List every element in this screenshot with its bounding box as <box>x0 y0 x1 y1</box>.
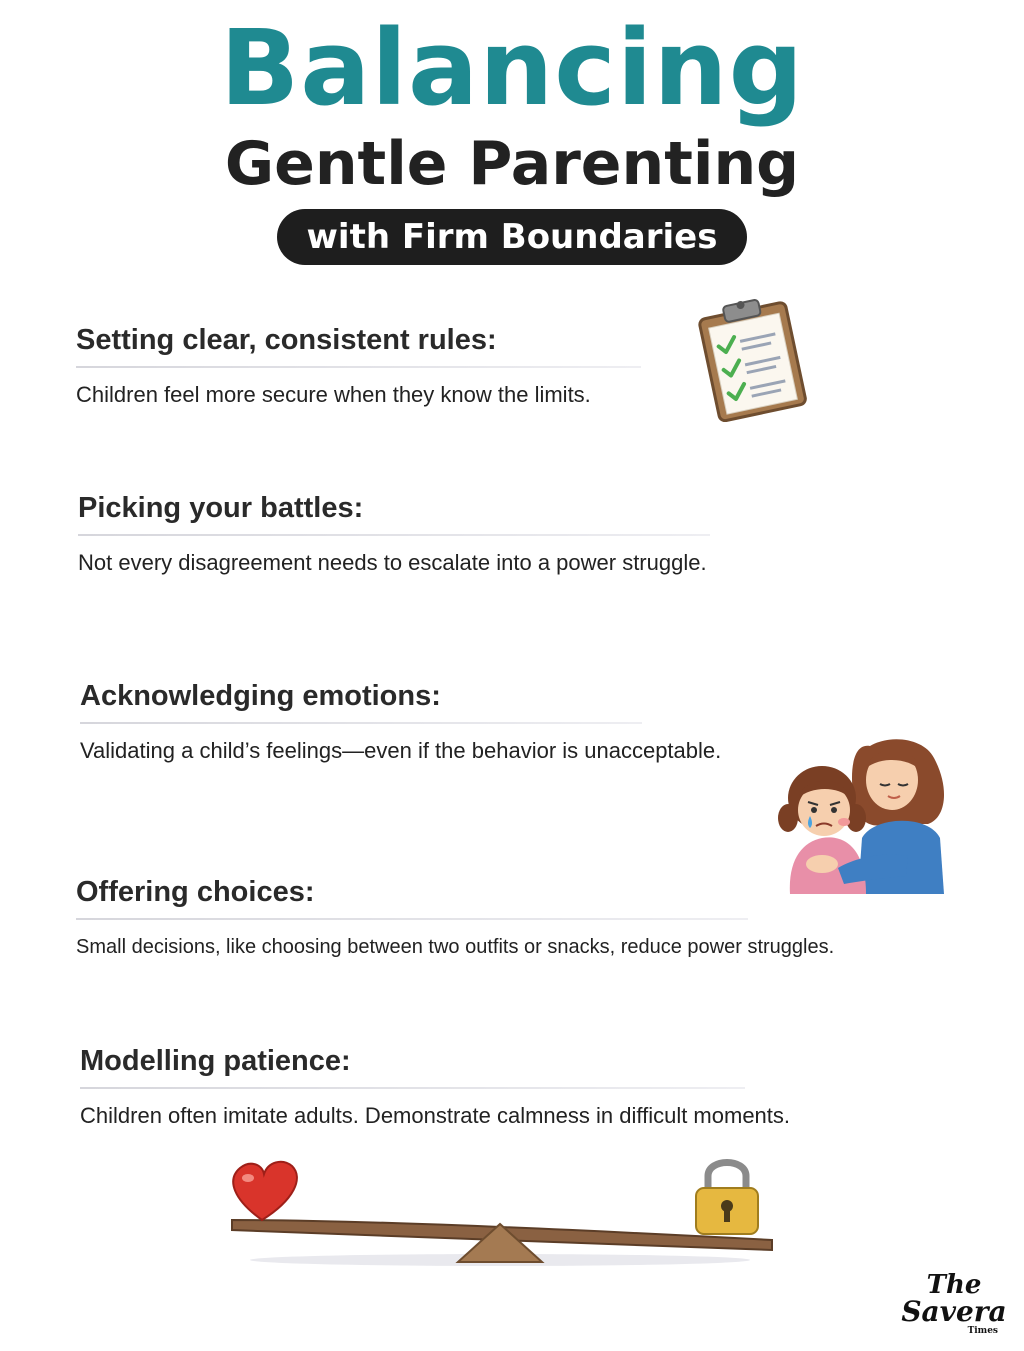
section-body: Not every disagreement needs to escalate into a power struggle. <box>78 550 707 575</box>
title-pill: with Firm Boundaries <box>277 209 747 265</box>
divider <box>78 534 710 536</box>
section-heading: Offering choices: <box>76 876 315 908</box>
section-heading: Modelling patience: <box>80 1045 351 1077</box>
section-heading: Setting clear, consistent rules: <box>76 324 497 356</box>
section-acknowledging-emotions <box>80 678 722 766</box>
title-sub: Gentle Parenting <box>224 129 800 199</box>
section-picking-battles <box>78 490 710 578</box>
divider <box>80 1087 745 1089</box>
divider <box>76 366 641 368</box>
logo-line-1: The <box>926 1270 982 1300</box>
section-body: Validating a child’s feelings—even if the behavior is unacceptable. <box>80 738 722 763</box>
logo-line-2: Savera <box>901 1295 1007 1328</box>
savera-times-logo <box>898 1272 1010 1344</box>
parent-comforting-child-illustration <box>778 728 950 896</box>
section-modelling-patience <box>80 1043 791 1131</box>
title-main: Balancing <box>219 7 805 129</box>
section-heading: Picking your battles: <box>78 492 364 524</box>
divider <box>80 722 642 724</box>
clipboard-checklist-icon <box>688 296 814 422</box>
section-body: Children often imitate adults. Demonstrate calmness in difficult moments. <box>80 1103 791 1128</box>
heart-lock-seesaw-illustration <box>222 1150 778 1270</box>
section-clear-rules <box>76 322 641 410</box>
logo-line-3: Times <box>967 1326 998 1336</box>
section-offering-choices <box>76 874 835 962</box>
divider <box>76 918 748 920</box>
section-body: Small decisions, like choosing between two outfits or snacks, reduce power struggles. <box>76 936 835 958</box>
section-body: Children feel more secure when they know the limits. <box>76 382 591 407</box>
section-heading: Acknowledging emotions: <box>80 680 441 712</box>
